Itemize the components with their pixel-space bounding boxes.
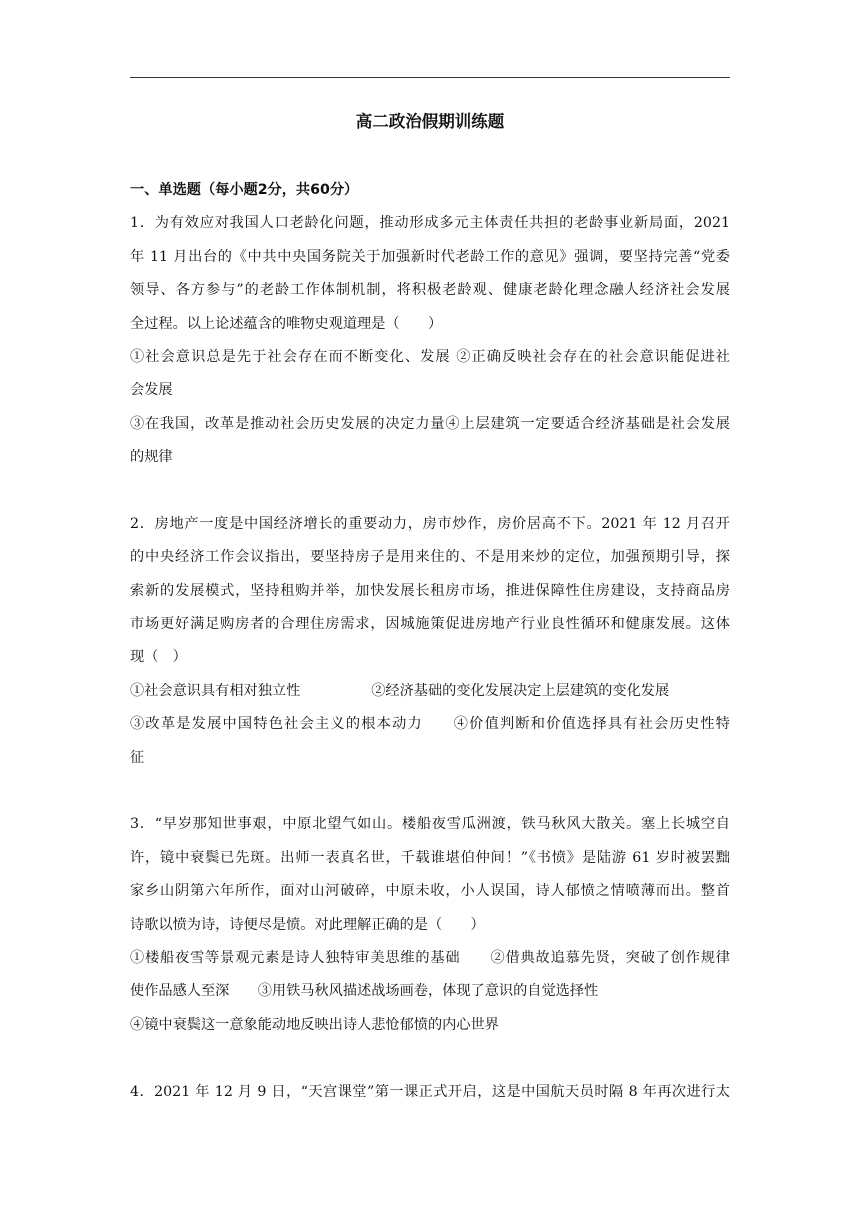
question-2 xyxy=(130,508,730,809)
question-text-line: 全过程。以上论述蕴含的唯物史观道理是（ ） xyxy=(130,315,443,332)
statement-line: ①社会意识具有相对独立性 ②经济基础的变化发展决定上层建筑的变化发展 xyxy=(130,682,670,699)
statement-line: ①社会意识总是先于社会存在而不断变化、发展 ②正确反映社会存在的社会意识能促进社 xyxy=(130,348,730,365)
question-text-line: 3．“早岁那知世事艰，中原北望气如山。楼船夜雪瓜洲渡，铁马秋风大散关。塞上长城空自 xyxy=(130,816,730,833)
header-rule xyxy=(130,77,730,78)
statement-line: 的规律 xyxy=(130,449,173,466)
page-title: 高二政治假期训练题 xyxy=(355,112,505,131)
answer-options xyxy=(130,475,730,508)
question-text-line: 诗歌以愤为诗，诗便尽是愤。对此理解正确的是（ ） xyxy=(130,916,485,933)
question-1 xyxy=(130,207,730,508)
answer-options xyxy=(130,775,730,808)
question-text-line: 的中央经济工作会议指出，要坚持房子是用来住的、不是用来炒的定位，加强预期引导，探 xyxy=(130,549,730,566)
section-heading: 一、单选题（每小题2分，共60分） xyxy=(130,182,359,198)
statement-line: 会发展 xyxy=(130,382,173,399)
question-4 xyxy=(130,1076,730,1109)
statement-line: ①楼船夜雪等景观元素是诗人独特审美思维的基础 ②借典故追慕先贤，突破了创作规律 xyxy=(130,949,730,966)
question-text-line: 家乡山阴第六年所作，面对山河破碎，中原未收，小人误国，诗人郁愤之情喷薄而出。整首 xyxy=(130,883,730,900)
answer-options xyxy=(130,1042,730,1075)
question-text-line: 索新的发展模式，坚持租购并举，加快发展长租房市场，推进保障性住房建设，支持商品房 xyxy=(130,582,730,599)
statement-line: ③在我国，改革是推动社会历史发展的决定力量④上层建筑一定要适合经济基础是社会发展 xyxy=(130,415,730,432)
question-3 xyxy=(130,808,730,1075)
question-text-line: 4．2021 年 12 月 9 日，“天宫课堂”第一课正式开启，这是中国航天员时隔 8 年再次进行太 xyxy=(130,1083,730,1100)
question-text-line: 2．房地产一度是中国经济增长的重要动力，房市炒作，房价居高不下。2021 年 12 月召开 xyxy=(130,515,730,532)
statement-line: ③改革是发展中国特色社会主义的根本动力 ④价值判断和价值选择具有社会历史性特 xyxy=(130,716,730,733)
question-text-line: 现（ ） xyxy=(130,649,187,666)
question-text-line: 领导、各方参与”的老龄工作体制机制，将积极老龄观、健康老龄化理念融人经济社会发展 xyxy=(130,282,730,299)
statement-line: 使作品感人至深 ③用铁马秋风描述战场画卷，体现了意识的自觉选择性 xyxy=(130,983,599,1000)
question-text-line: 市场更好满足购房者的合理住房需求，因城施策促进房地产行业良性循环和健康发展。这体 xyxy=(130,616,730,633)
statement-line: ④镜中衰鬓这一意象能动地反映出诗人悲怆郁愤的内心世界 xyxy=(130,1016,499,1033)
statement-line: 征 xyxy=(130,749,145,766)
question-text-line: 年 11 月出台的《中共中央国务院关于加强新时代老龄工作的意见》强调，要坚持完善“党委 xyxy=(130,248,730,265)
question-text-line: 1．为有效应对我国人口老龄化问题，推动形成多元主体责任共担的老龄事业新局面，2021 xyxy=(130,215,730,232)
question-text-line: 许，镜中衰鬓已先斑。出师一表真名世，千载谁堪伯仲间！”《书愤》是陆游 61 岁时被罢黜 xyxy=(130,849,730,866)
document-body xyxy=(130,174,730,1109)
